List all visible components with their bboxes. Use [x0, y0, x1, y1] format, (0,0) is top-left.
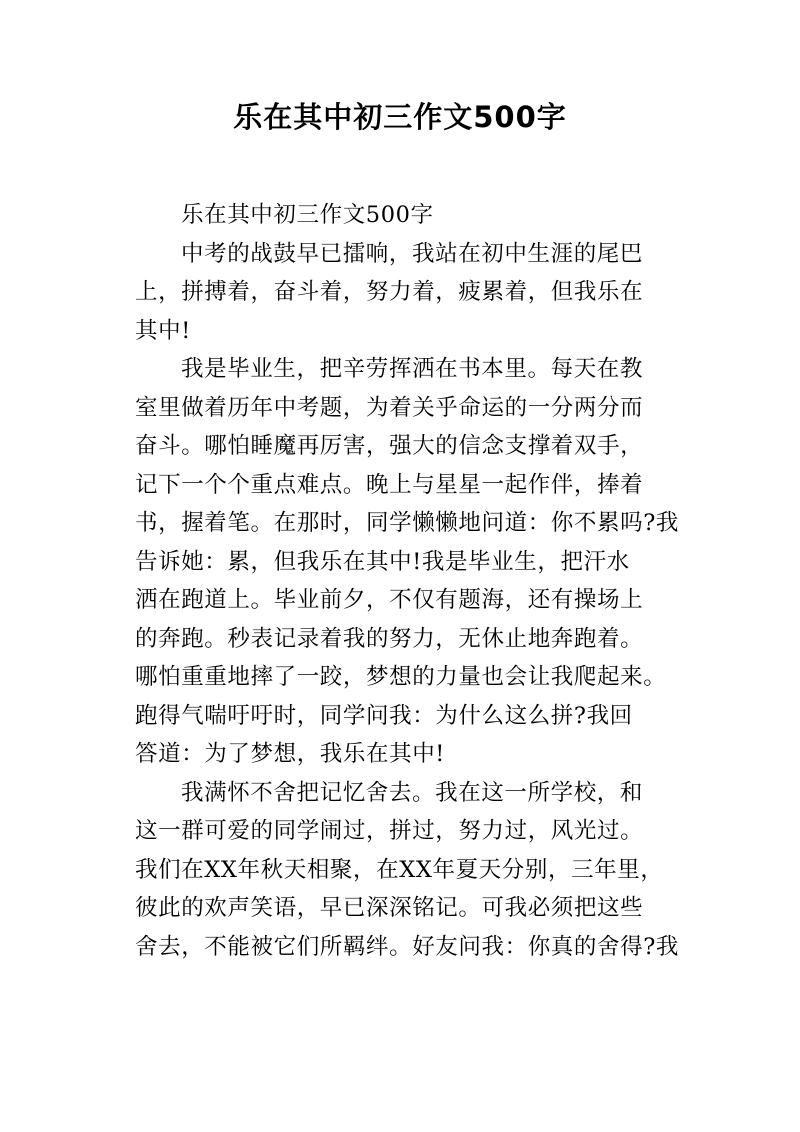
- body-line: 舍去，不能被它们所羁绊。好友问我：你真的舍得?我: [135, 933, 679, 960]
- body-line: 记下一个个重点难点。晚上与星星一起作伴，捧着: [135, 471, 644, 498]
- body-line: 彼此的欢声笑语，早已深深铭记。可我必须把这些: [135, 895, 644, 921]
- body-line: 的奔跑。秒表记录着我的努力，无休止地奔跑着。: [135, 625, 644, 652]
- body-line: 乐在其中初三作文500字: [181, 202, 434, 228]
- body-line: 奋斗。哪怕睡魔再厉害，强大的信念支撑着双手，: [135, 433, 644, 459]
- body-line: 我们在XX年秋天相聚，在XX年夏天分别，三年里，: [135, 856, 664, 883]
- body-line: 书，握着笔。在那时，同学懒懒地问道：你不累吗?我: [135, 510, 679, 536]
- body-line: 室里做着历年中考题，为着关乎命运的一分两分而: [135, 394, 644, 421]
- body-line: 跑得气喘吁吁时，同学问我：为什么这么拼?我回: [135, 702, 633, 729]
- body-line: 哪怕重重地摔了一跤，梦想的力量也会让我爬起来。: [135, 664, 667, 690]
- document-title: 乐在其中初三作文500字: [233, 100, 567, 134]
- body-line: 中考的战鼓早已擂响，我站在初中生涯的尾巴: [181, 240, 644, 267]
- body-line: 告诉她：累，但我乐在其中!我是毕业生，把汗水: [135, 548, 630, 575]
- body-line: 我是毕业生，把辛劳挥洒在书本里。每天在教: [181, 356, 644, 382]
- body-line: 这一群可爱的同学闹过，拼过，努力过，风光过。: [135, 818, 644, 844]
- body-line: 洒在跑道上。毕业前夕，不仅有题海，还有操场上: [135, 587, 644, 613]
- document-body: [135, 196, 710, 966]
- body-line: 答道：为了梦想，我乐在其中!: [135, 741, 445, 767]
- body-line: 我满怀不舍把记忆舍去。我在这一所学校，和: [181, 779, 644, 806]
- body-line: 其中!: [135, 317, 191, 344]
- body-line: 上，拼搏着，奋斗着，努力着，疲累着，但我乐在: [135, 279, 644, 305]
